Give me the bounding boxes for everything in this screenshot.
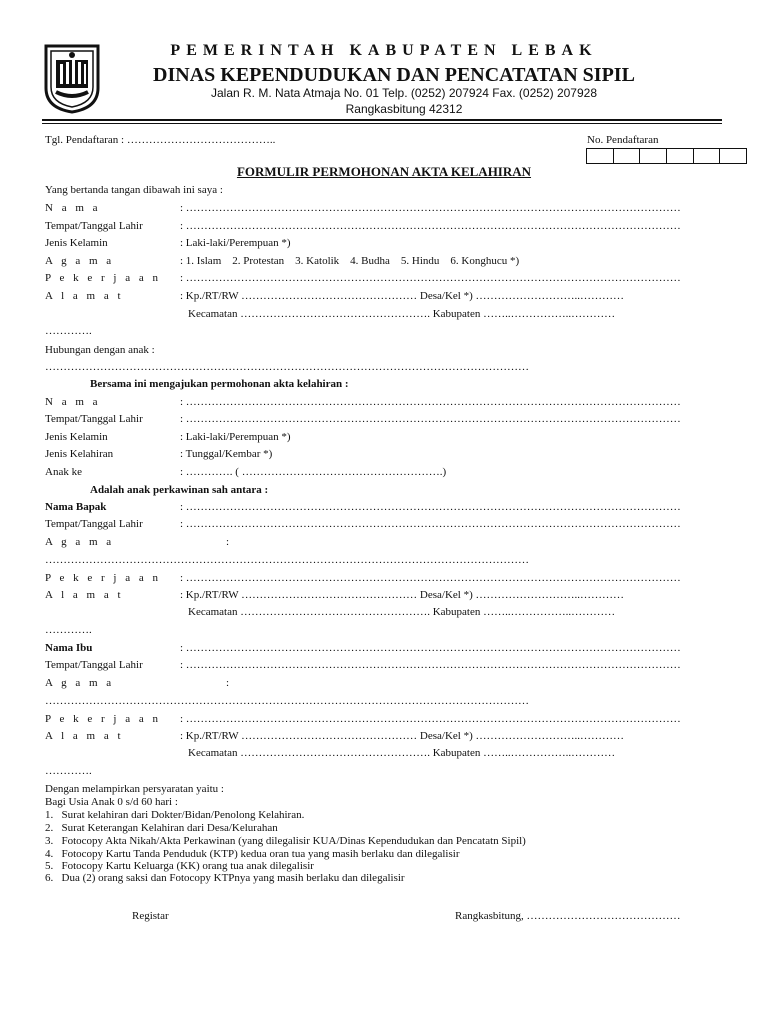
- mother-address-cont: ………….: [45, 765, 92, 777]
- child-gender-label: Jenis Kelamin: [45, 431, 108, 443]
- registration-number-boxes[interactable]: [587, 148, 747, 164]
- applicant-gender-options[interactable]: : Laki-laki/Perempuan *): [180, 237, 291, 249]
- requirement-item: 6. Dua (2) orang saksi dan Fotocopy KTPnya yang masih berlaku dan dilegalisir: [45, 872, 405, 884]
- relationship-label: Hubungan dengan anak :: [45, 344, 155, 356]
- requirements-age: Bagi Usia Anak 0 s/d 60 hari :: [45, 796, 178, 808]
- place-date-field[interactable]: Rangkasbitung, ……………………………………: [455, 910, 681, 922]
- birth-type-label: Jenis Kelahiran: [45, 448, 114, 460]
- applicant-birth-field[interactable]: : ………………………………………………………………………………………………………………………: [180, 220, 681, 232]
- applicant-district-field[interactable]: Kecamatan ……………………………………………. Kabupaten ……..……………..…………: [188, 308, 616, 320]
- reg-box[interactable]: [693, 148, 721, 164]
- father-birth-field[interactable]: : ………………………………………………………………………………………………………………………: [180, 518, 681, 530]
- requirement-item: 2. Surat Keterangan Kelahiran dari Desa/Kelurahan: [45, 822, 278, 834]
- applicant-intro: Yang bertanda tangan dibawah ini saya :: [45, 184, 223, 196]
- mother-job-label: P e k e r j a a n: [45, 713, 161, 725]
- father-religion-label: A g a m a: [45, 536, 115, 548]
- child-birth-label: Tempat/Tanggal Lahir: [45, 413, 143, 425]
- child-name-label: N a m a: [45, 396, 101, 408]
- applicant-address-label: A l a m a t: [45, 290, 124, 302]
- applicant-name-label: N a m a: [45, 202, 101, 214]
- requirement-item: 1. Surat kelahiran dari Dokter/Bidan/Penolong Kelahiran.: [45, 809, 305, 821]
- father-heading: Nama Bapak: [45, 501, 107, 513]
- child-order-label: Anak ke: [45, 466, 82, 478]
- father-religion-colon: :: [226, 536, 230, 548]
- mother-birth-field[interactable]: : ………………………………………………………………………………………………………………………: [180, 659, 681, 671]
- requirement-item: 3. Fotocopy Akta Nikah/Akta Perkawinan (yang dilegalisir KUA/Dinas Kependudukan dan Pencatatn Sipil): [45, 835, 526, 847]
- father-job-label: P e k e r j a a n: [45, 572, 161, 584]
- reg-box[interactable]: [666, 148, 694, 164]
- applicant-gender-label: Jenis Kelamin: [45, 237, 108, 249]
- applicant-address-cont: ………….: [45, 325, 92, 337]
- mother-religion-field[interactable]: ……………………………………………………………………………………………………………………: [45, 695, 529, 707]
- gov-title: PEMERINTAH KABUPATEN LEBAK: [170, 42, 598, 59]
- child-gender-options[interactable]: : Laki-laki/Perempuan *): [180, 431, 291, 443]
- reg-box[interactable]: [639, 148, 667, 164]
- applicant-birth-label: Tempat/Tanggal Lahir: [45, 220, 143, 232]
- header-rule-thick: [42, 119, 722, 121]
- mother-name-field[interactable]: : ………………………………………………………………………………………………………………………: [180, 642, 681, 654]
- agency-title: DINAS KEPENDUDUKAN DAN PENCATATAN SIPIL: [153, 64, 635, 86]
- parents-heading: Adalah anak perkawinan sah antara :: [90, 484, 269, 496]
- agency-city: Rangkasbitung 42312: [345, 102, 463, 116]
- father-job-field[interactable]: : ………………………………………………………………………………………………………………………: [180, 572, 681, 584]
- registrar-label: Registar: [132, 910, 169, 922]
- mother-job-field[interactable]: : ………………………………………………………………………………………………………………………: [180, 713, 681, 725]
- father-district-field[interactable]: Kecamatan ……………………………………………. Kabupaten ……..……………..…………: [188, 606, 616, 618]
- requirements-intro: Dengan melampirkan persyaratan yaitu :: [45, 783, 224, 795]
- father-name-field[interactable]: : ………………………………………………………………………………………………………………………: [180, 501, 681, 513]
- applicant-job-field[interactable]: : ………………………………………………………………………………………………………………………: [180, 272, 681, 284]
- header-rule-thin: [42, 123, 722, 124]
- mother-address-label: A l a m a t: [45, 730, 124, 742]
- requirement-item: 4. Fotocopy Kartu Tanda Penduduk (KTP) kedua oran tua yang masih berlaku dan dilegalisir: [45, 848, 460, 860]
- child-order-field[interactable]: : …………. ( ……………………………………………….): [180, 466, 447, 478]
- mother-birth-label: Tempat/Tanggal Lahir: [45, 659, 143, 671]
- mother-religion-colon: :: [226, 677, 230, 689]
- form-title: FORMULIR PERMOHONAN AKTA KELAHIRAN: [236, 164, 532, 179]
- applicant-name-field[interactable]: : ………………………………………………………………………………………………………………………: [180, 202, 681, 214]
- father-address-label: A l a m a t: [45, 589, 124, 601]
- mother-heading: Nama Ibu: [45, 642, 93, 654]
- reg-box[interactable]: [719, 148, 747, 164]
- registration-number-label: No. Pendaftaran: [587, 134, 659, 146]
- child-birth-field[interactable]: : ………………………………………………………………………………………………………………………: [180, 413, 681, 425]
- registration-date-label: Tgl. Pendaftaran : …………………………………..: [45, 134, 276, 146]
- mother-district-field[interactable]: Kecamatan ……………………………………………. Kabupaten ……..……………..…………: [188, 747, 616, 759]
- father-address-cont: ………….: [45, 624, 92, 636]
- father-address-field[interactable]: : Kp./RT/RW ………………………………………… Desa/Kel *) ………………………..…………: [180, 589, 625, 601]
- mother-address-field[interactable]: : Kp./RT/RW ………………………………………… Desa/Kel *) ………………………..…………: [180, 730, 625, 742]
- reg-box[interactable]: [586, 148, 614, 164]
- applicant-religion-options[interactable]: : 1. Islam 2. Protestan 3. Katolik 4. Budha 5. Hindu 6. Konghucu *): [180, 255, 520, 267]
- relationship-field[interactable]: ……………………………………………………………………………………………………………………: [45, 361, 529, 373]
- requirement-item: 5. Fotocopy Kartu Keluarga (KK) orang tua anak dilegalisir: [45, 860, 314, 872]
- agency-address: Jalan R. M. Nata Atmaja No. 01 Telp. (0252) 207924 Fax. (0252) 207928: [210, 86, 597, 100]
- reg-box[interactable]: [613, 148, 641, 164]
- applicant-address-field[interactable]: : Kp./RT/RW ………………………………………… Desa/Kel *) ………………………..…………: [180, 290, 625, 302]
- applicant-religion-label: A g a m a: [45, 255, 115, 267]
- applicant-job-label: P e k e r j a a n: [45, 272, 161, 284]
- father-religion-field[interactable]: ……………………………………………………………………………………………………………………: [45, 554, 529, 566]
- child-name-field[interactable]: : ………………………………………………………………………………………………………………………: [180, 396, 681, 408]
- father-birth-label: Tempat/Tanggal Lahir: [45, 518, 143, 530]
- mother-religion-label: A g a m a: [45, 677, 115, 689]
- birth-type-options[interactable]: : Tunggal/Kembar *): [180, 448, 273, 460]
- child-section-heading: Bersama ini mengajukan permohonan akta kelahiran :: [90, 378, 349, 390]
